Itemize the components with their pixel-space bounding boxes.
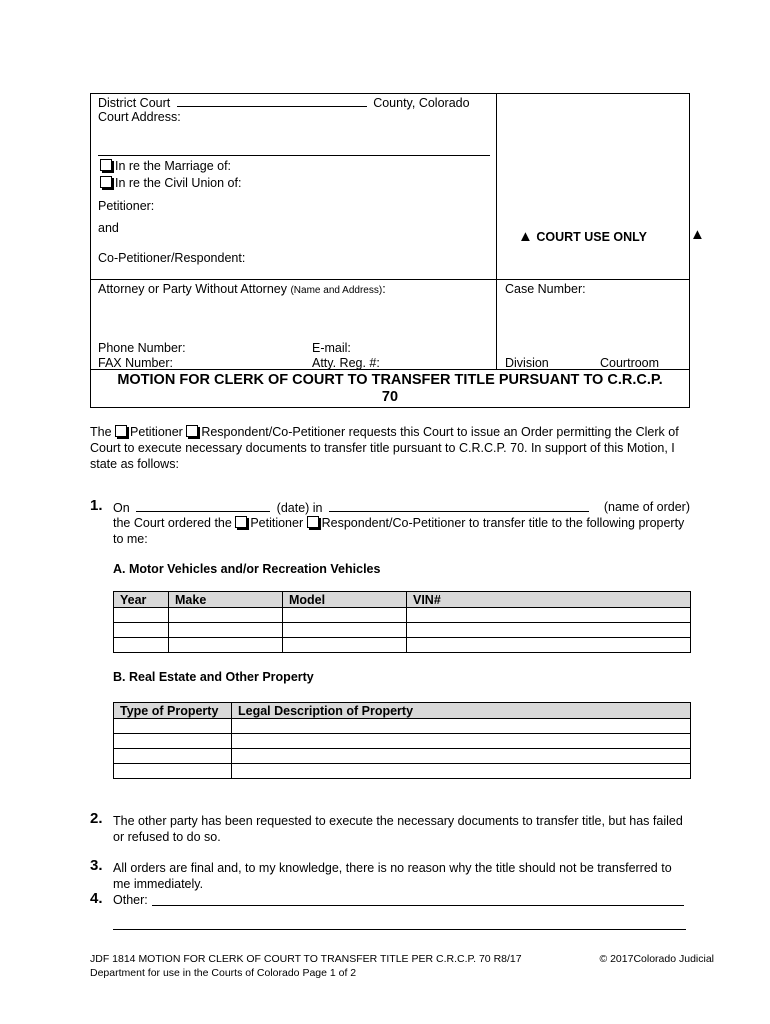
intro-line1-rest: requests this Court to issue an Order permitting the Clerk of — [348, 425, 679, 439]
court-use-only-label: COURT USE ONLY — [536, 230, 648, 244]
item1-line1 — [113, 500, 690, 515]
intro-petitioner-label: Petitioner — [130, 425, 183, 439]
other-field-line1[interactable] — [152, 905, 684, 906]
table-cell[interactable] — [283, 623, 407, 638]
attorney-label-colon: : — [382, 282, 386, 296]
table-cell[interactable] — [114, 608, 169, 623]
item3-line1: All orders are final and, to my knowledge, there is no reason why the title should not be transferred to — [113, 861, 672, 875]
property-table — [113, 702, 691, 779]
section-a-heading: A. Motor Vehicles and/or Recreation Vehicles — [113, 562, 381, 576]
table-row — [114, 764, 691, 779]
county-name-field[interactable] — [177, 95, 367, 107]
item1-on: On — [113, 501, 130, 515]
table-row — [114, 608, 691, 623]
table-cell[interactable] — [232, 749, 691, 764]
footer-line1 — [90, 952, 714, 966]
intro-petitioner-checkbox[interactable] — [115, 425, 127, 437]
intro-the: The — [90, 425, 112, 439]
table-cell[interactable] — [232, 734, 691, 749]
document-title — [90, 372, 690, 406]
phone-label: Phone Number: — [98, 341, 186, 355]
item3-line2: me immediately. — [113, 877, 204, 891]
marriage-option[interactable] — [100, 159, 231, 173]
fax-label: FAX Number: — [98, 356, 174, 370]
up-triangle-icon: ▲ — [690, 226, 705, 243]
civil-union-option[interactable] — [100, 176, 241, 190]
table-cell[interactable] — [114, 749, 232, 764]
item1-line2-start: the Court ordered the — [113, 516, 232, 530]
attorney-label — [98, 282, 386, 296]
table-cell[interactable] — [407, 608, 691, 623]
table-cell[interactable] — [283, 638, 407, 653]
attorney-label-text: Attorney or Party Without Attorney — [98, 282, 287, 296]
vehicles-table — [113, 591, 691, 653]
table-cell[interactable] — [169, 638, 283, 653]
table-row — [114, 719, 691, 734]
marriage-option-label: In re the Marriage of: — [115, 159, 232, 173]
civil-union-option-label: In re the Civil Union of: — [115, 176, 242, 190]
caption-divider-attorney — [90, 279, 690, 280]
item2-line2: or refused to do so. — [113, 830, 221, 844]
caption-divider-vertical — [496, 93, 497, 369]
petitioner-label: Petitioner: — [98, 199, 155, 213]
table-row — [114, 638, 691, 653]
vehicles-header-model: Model — [283, 592, 407, 608]
division-label: Division — [505, 356, 549, 370]
footer-copyright: © 2017Colorado Judicial — [599, 953, 714, 965]
table-cell[interactable] — [114, 734, 232, 749]
intro-line3: state as follows: — [90, 457, 179, 471]
intro-line2: Court to execute necessary documents to transfer title pursuant to C.R.C.P. 70. In support of this Motion, I — [90, 441, 675, 455]
court-use-only — [518, 228, 647, 245]
case-number-label: Case Number: — [505, 282, 586, 296]
marriage-checkbox[interactable] — [100, 159, 112, 171]
property-header-row — [114, 703, 691, 719]
footer — [90, 952, 714, 980]
table-cell[interactable] — [407, 638, 691, 653]
co-petitioner-label: Co-Petitioner/Respondent: — [98, 251, 246, 265]
item4-other-label: Other: — [113, 893, 148, 907]
vehicles-header-row — [114, 592, 691, 608]
district-court-label: District Court — [98, 96, 171, 110]
table-row — [114, 623, 691, 638]
courtroom-label: Courtroom — [600, 356, 660, 370]
court-address-underline[interactable] — [98, 155, 490, 156]
item1-respondent-checkbox[interactable] — [307, 516, 319, 528]
table-row — [114, 734, 691, 749]
atty-reg-label: Atty. Reg. #: — [312, 356, 380, 370]
item1-respondent-label: Respondent/Co-Petitioner to transfer title to the following property — [321, 516, 685, 530]
table-cell[interactable] — [114, 623, 169, 638]
intro-paragraph — [90, 424, 690, 472]
table-cell[interactable] — [283, 608, 407, 623]
section-b-heading: B. Real Estate and Other Property — [113, 670, 314, 684]
vehicles-header-make: Make — [169, 592, 283, 608]
item2-line1: The other party has been requested to execute the necessary documents to transfer title, but has failed — [113, 814, 683, 828]
intro-respondent-checkbox[interactable] — [186, 425, 198, 437]
property-header-type: Type of Property — [114, 703, 232, 719]
vehicles-header-vin: VIN# — [407, 592, 691, 608]
attorney-label-sub: (Name and Address) — [290, 285, 383, 296]
item1-line3: to me: — [113, 532, 148, 546]
civil-union-checkbox[interactable] — [100, 176, 112, 188]
table-cell[interactable] — [232, 764, 691, 779]
court-address-label: Court Address: — [98, 110, 181, 124]
table-cell[interactable] — [169, 623, 283, 638]
item1-number: 1. — [90, 497, 103, 514]
district-court-line — [98, 95, 470, 110]
item1-line2 — [113, 516, 684, 530]
property-header-description: Legal Description of Property — [232, 703, 691, 719]
footer-form-id: JDF 1814 MOTION FOR CLERK OF COURT TO TRANSFER TITLE PER C.R.C.P. 70 R8/17 — [90, 953, 522, 965]
table-cell[interactable] — [114, 719, 232, 734]
item3-text — [113, 860, 672, 892]
item2-number: 2. — [90, 810, 103, 827]
up-triangle-icon: ▲ — [518, 228, 533, 245]
other-field-line2[interactable] — [113, 929, 686, 930]
table-row — [114, 749, 691, 764]
county-label: County, Colorado — [373, 96, 470, 110]
table-cell[interactable] — [232, 719, 691, 734]
email-label: E-mail: — [312, 341, 351, 355]
item2-text — [113, 813, 683, 845]
order-name-field[interactable] — [329, 500, 589, 512]
item4-number: 4. — [90, 890, 103, 907]
item1-petitioner-label: Petitioner — [250, 516, 304, 530]
item1-petitioner-checkbox[interactable] — [235, 516, 247, 528]
and-label: and — [98, 221, 119, 235]
item3-number: 3. — [90, 857, 103, 874]
intro-respondent-label: Respondent/Co-Petitioner — [201, 425, 346, 439]
table-cell[interactable] — [169, 608, 283, 623]
table-cell[interactable] — [114, 638, 169, 653]
document-title-line1: MOTION FOR CLERK OF COURT TO TRANSFER TITLE PURSUANT TO C.R.C.P. — [117, 372, 663, 388]
document-title-line2: 70 — [381, 389, 399, 405]
table-cell[interactable] — [407, 623, 691, 638]
order-date-field[interactable] — [136, 500, 270, 512]
table-cell[interactable] — [114, 764, 232, 779]
item1-name-of-order: (name of order) — [603, 500, 690, 514]
intro-line1 — [90, 424, 690, 440]
vehicles-header-year: Year — [114, 592, 169, 608]
footer-line2: Department for use in the Courts of Colorado Page 1 of 2 — [90, 967, 357, 979]
item1-date-label: (date) in — [276, 501, 323, 515]
